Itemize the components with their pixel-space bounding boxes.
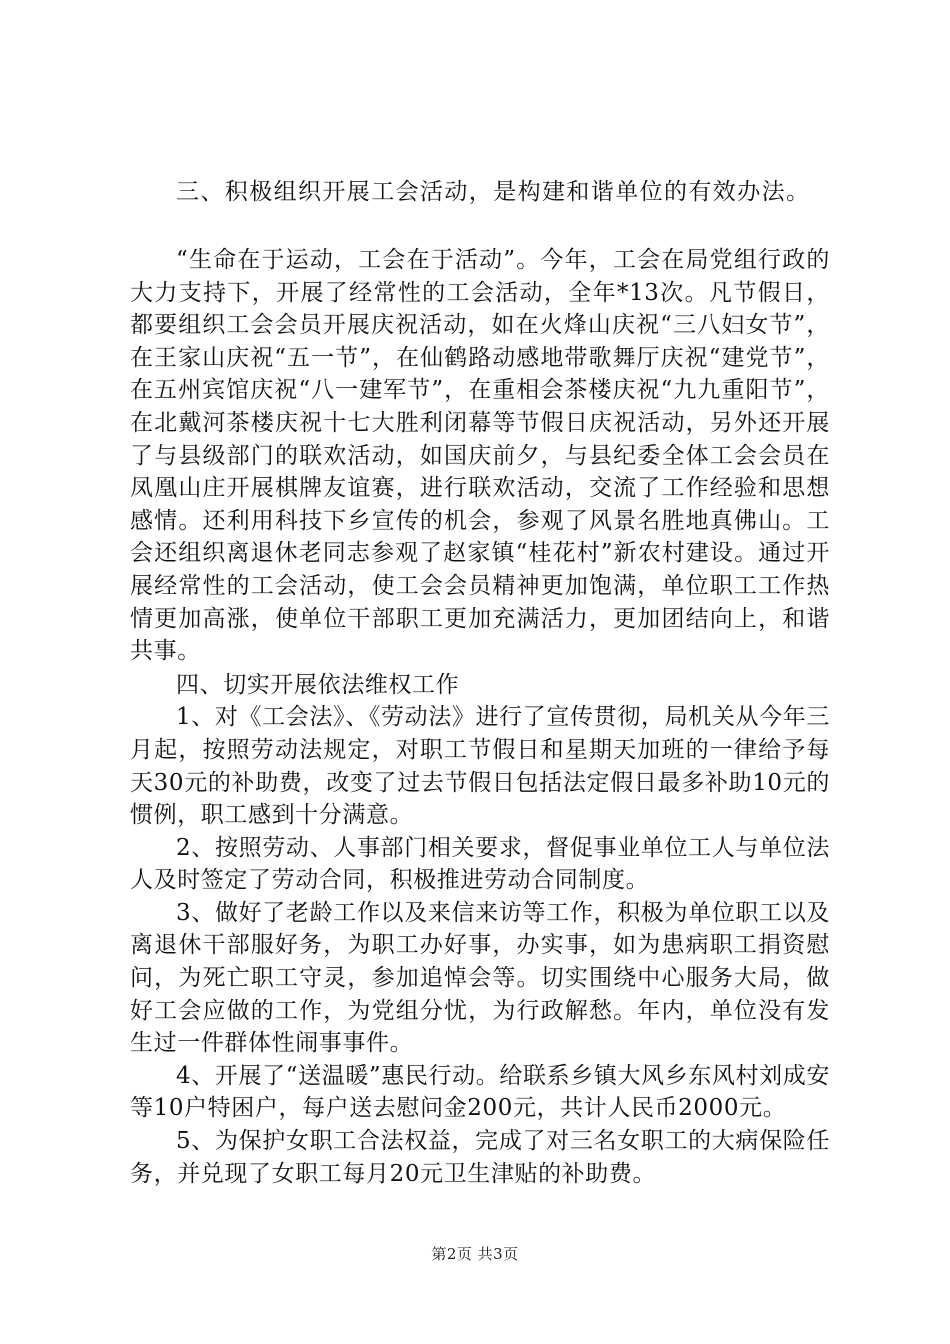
list-item: 4、开展了“送温暖”惠民行动。给联系乡镇大风乡东风村刘成安等10户特困户，每户送去慰问金200元，共计人民币2000元。 [130,1062,830,1122]
section-three-heading: 三、积极组织开展工会活动，是构建和谐单位的有效办法。 [176,179,811,205]
page-number-footer: 第2页 共3页 [431,1245,519,1263]
list-item: 5、为保护女职工合法权益，完成了对三名女职工的大病保险任务，并兑现了女职工每月20元卫生津贴的补助费。 [130,1128,830,1187]
section-four-heading: 四、切实开展依法维权工作 [176,671,460,698]
list-item: 1、对《工会法》、《劳动法》进行了宣传贯彻，局机关从今年三月起，按照劳动法规定，对职工节假日和星期天加班的一律给予每天30元的补助费，改变了过去节假日包括法定假日最多补助10元的惯例，职工感到十分满意。 [130,704,830,829]
list-item: 2、按照劳动、人事部门相关要求，督促事业单位工人与单位法人及时签定了劳动合同，积极推进劳动合同制度。 [130,834,830,894]
list-item: 3、做好了老龄工作以及来信来访等工作，积极为单位职工以及离退休干部服好务，为职工办好事，办实事，如为患病职工捐资慰问，为死亡职工守灵，参加追悼会等。切实围绕中心服务大局，做好工会应做的工作，为党组分忧，为行政解愁。年内，单位没有发生过一件群体性闹事事件。 [130,899,830,1057]
document-body [130,174,830,1190]
section-three-paragraph: “生命在于运动，工会在于活动”。今年，工会在局党组行政的大力支持下，开展了经常性的工会活动，全年*13次。凡节假日，都要组织工会会员开展庆祝活动，如在火烽山庆祝“三八妇女节”，在王家山庆祝“五一节”，在仙鹤路动感地带歌舞厅庆祝“建党节”，在五州宾馆庆祝“八一建军节”，在重相会茶楼庆祝“九九重阳节”，在北戴河茶楼庆祝十七大胜利闭幕等节假日庆祝活动，另外还开展了与县级部门的联欢活动，如国庆前夕，与县纪委全体工会会员在凤凰山庄开展棋牌友谊赛，进行联欢活动，交流了工作经验和思想感情。还利用科技下乡宣传的机会，参观了风景名胜地真佛山。工会还组织离退休老同志参观了赵家镇“桂花村”新农村建设。通过开展经常性的工会活动，使工会会员精神更加饱满，单位职工工作热情更加高涨，使单位干部职工更加充满活力，更加团结向上，和谐共事。 [130,247,830,665]
